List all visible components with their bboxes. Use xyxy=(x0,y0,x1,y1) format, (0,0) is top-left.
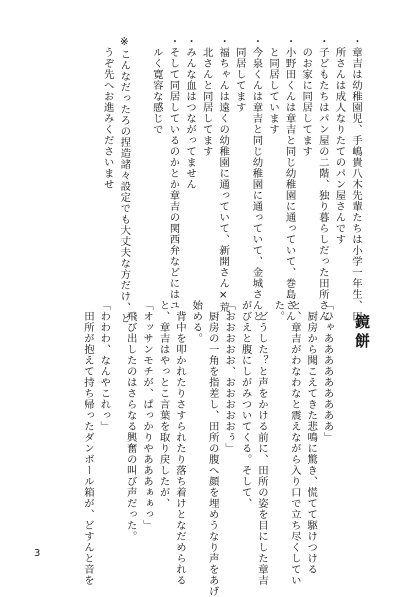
page-number: 3 xyxy=(34,548,41,559)
story-line: 背中を叩かれたりさすられたり落ち着けとなだめられる xyxy=(173,300,186,586)
story-body xyxy=(80,300,371,597)
story-title: 鏡餅 xyxy=(353,314,371,352)
note-line: ・みんな血はつながってません xyxy=(184,36,197,190)
story-line: がびえと腹にしがみついてくる。そして、 xyxy=(239,300,252,509)
note-line: ・章吉は幼稚園児、手嶋貴八木先輩たちは小学一年生、田 xyxy=(350,36,362,322)
story-line: 厨房から聞こえてきた悲鳴に驚き、慌てて駆けつける xyxy=(305,300,318,575)
note-line: のお家に同居してます xyxy=(300,36,313,157)
story-line: 厨房の一角を指差し、田所の腹へ顔を埋めうなり声をあげ xyxy=(206,300,219,597)
story-line: 「おおおおお、おおおおおぅ」 xyxy=(223,300,236,454)
note-line: 所さんは成人なりたてのパン屋さんです xyxy=(333,36,346,245)
story-line: と、章吉はやっとこ言葉を取り戻したが、 xyxy=(157,300,170,509)
note-line: ・福ちゃんは遠くの幼稚園に通っていて、新開さん×荒 xyxy=(217,36,230,313)
story-line: どうした？と声をかける前に、田所の姿を目にした章吉 xyxy=(255,300,268,586)
story-line: 「オッサンモチが、ぱっかりやあああぁぁっ」 xyxy=(141,300,154,531)
note-line: うぞ先へお進みくださいませ xyxy=(101,36,114,190)
note-line: ・子どもたちはパン屋の二階、独り暮らしだった田所さん xyxy=(316,36,329,322)
story-spacer xyxy=(112,300,122,532)
note-line: ・そして同居しているのかとか章吉の関西弁などにはユ xyxy=(167,36,180,311)
story-line: 田所が抱えて持ち帰ったダンボール箱が、どすんと音を xyxy=(81,300,94,586)
note-line: と同居しています xyxy=(267,36,280,135)
story-line: 飛び出したのはさらなる興奮の叫び声だった。 xyxy=(124,300,137,542)
note-line: 北さんと同居してます xyxy=(200,36,213,157)
note-line: ・今泉くんは章吉と同じ幼稚園に通っていて、金城さんと xyxy=(250,36,263,322)
note-line: ※こんなだったろの捏造諸々設定でも大丈夫な方だけ、ど xyxy=(118,36,131,324)
story-line: た。 xyxy=(272,300,285,322)
note-line: 同居してます xyxy=(233,36,246,113)
note-line: ・小野田くんは章吉と同じ幼稚園に通っていて、巻島さん xyxy=(283,36,296,322)
note-spacer xyxy=(132,36,148,286)
story-line: 始める。 xyxy=(190,300,203,344)
story-line: と、章吉がわなわなと震えながら入り口で立ち尽くしてい xyxy=(288,300,301,586)
story-line: 「ひゃあああああああああ」 xyxy=(321,300,334,443)
story-line: 「わわわ、なんやこれっ」 xyxy=(98,300,111,432)
note-line: ルく寛容な感じで xyxy=(150,36,163,135)
